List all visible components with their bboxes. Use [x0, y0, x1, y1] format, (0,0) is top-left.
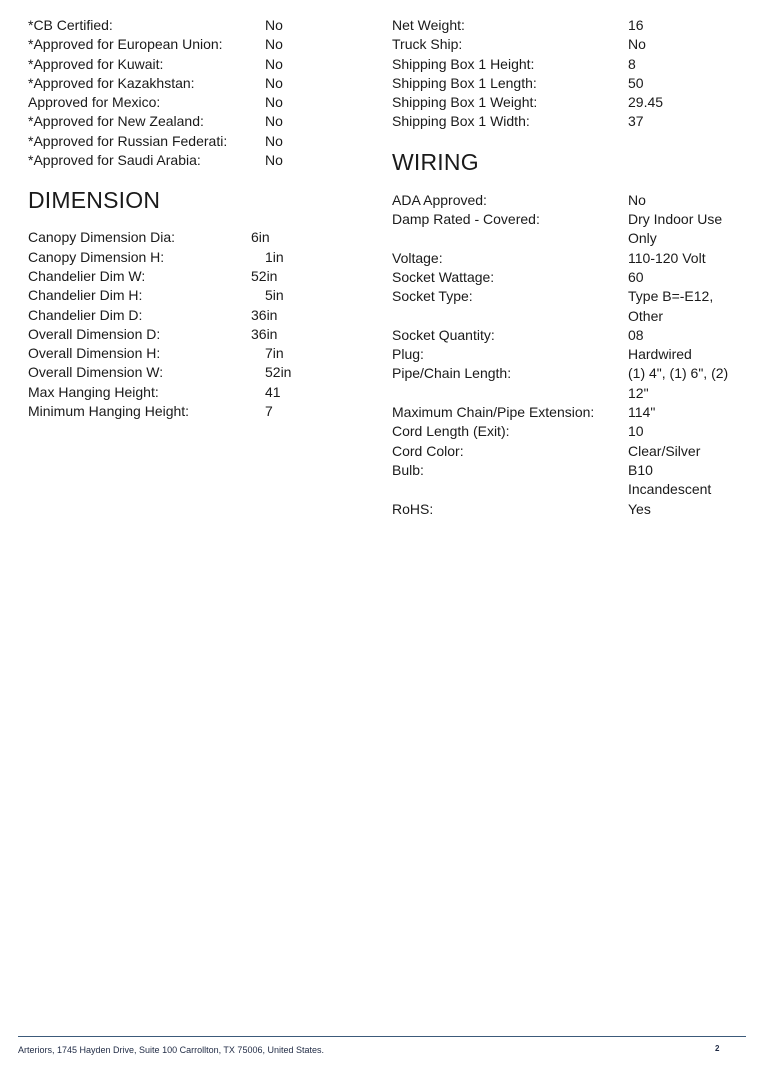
spec-label: Shipping Box 1 Weight: — [392, 94, 538, 111]
spec-label: *Approved for Russian Federati: — [28, 132, 228, 149]
shipping-list — [392, 16, 752, 132]
spec-value: 36in — [251, 306, 278, 323]
spec-row — [28, 112, 358, 131]
spec-label: Socket Type: — [392, 288, 473, 305]
spec-label: Voltage: — [392, 249, 443, 266]
wiring-section-title: WIRING — [392, 148, 479, 175]
spec-label: Overall Dimension D: — [28, 325, 161, 342]
spec-value: 41 — [265, 383, 281, 400]
spec-value-line: Type B=-E12, — [628, 288, 714, 305]
dimensions-list — [28, 228, 358, 421]
spec-value-line: B10 — [628, 461, 653, 478]
spec-row — [392, 461, 752, 500]
spec-value — [628, 364, 752, 403]
spec-row — [392, 500, 752, 519]
spec-label: Chandelier Dim D: — [28, 306, 143, 323]
spec-row — [28, 16, 358, 35]
spec-row — [28, 363, 358, 382]
spec-value-line: No — [628, 191, 646, 208]
spec-value-line: Hardwired — [628, 346, 692, 363]
spec-value — [628, 191, 752, 210]
spec-label: Truck Ship: — [392, 36, 463, 53]
spec-row — [392, 364, 752, 403]
spec-value-line: 60 — [628, 268, 644, 285]
spec-label: Maximum Chain/Pipe Extension: — [392, 404, 595, 421]
spec-label: Chandelier Dim W: — [28, 267, 146, 284]
spec-row — [392, 74, 752, 93]
spec-label: Canopy Dimension Dia: — [28, 229, 176, 246]
spec-row — [392, 35, 752, 54]
spec-row — [392, 55, 752, 74]
spec-row — [28, 286, 358, 305]
spec-value — [628, 422, 752, 441]
spec-label: Bulb: — [392, 461, 424, 478]
spec-value: No — [265, 55, 283, 72]
spec-row — [28, 132, 358, 151]
spec-row — [392, 191, 752, 210]
spec-row — [28, 402, 358, 421]
footer-divider — [18, 1036, 746, 1037]
spec-label: Cord Color: — [392, 442, 464, 459]
spec-value: No — [265, 74, 283, 91]
spec-row — [392, 16, 752, 35]
spec-label: *Approved for European Union: — [28, 36, 223, 53]
spec-row — [28, 93, 358, 112]
spec-value-line: 12" — [628, 384, 649, 401]
spec-value-line: 08 — [628, 326, 644, 343]
spec-row — [28, 325, 358, 344]
spec-value: 7in — [265, 345, 284, 362]
spec-row — [392, 93, 752, 112]
spec-row — [28, 151, 358, 170]
spec-label: *CB Certified: — [28, 17, 113, 33]
spec-value-line: Only — [628, 230, 657, 247]
spec-label: *Approved for New Zealand: — [28, 113, 204, 130]
spec-label: Cord Length (Exit): — [392, 423, 510, 440]
spec-row — [28, 344, 358, 363]
spec-value: No — [628, 36, 646, 53]
spec-value: 8 — [628, 55, 636, 72]
spec-label: Max Hanging Height: — [28, 383, 159, 400]
spec-label: *Approved for Saudi Arabia: — [28, 152, 201, 169]
spec-value — [628, 345, 752, 364]
spec-row — [28, 248, 358, 267]
spec-label: Shipping Box 1 Height: — [392, 55, 535, 72]
spec-label: Overall Dimension W: — [28, 364, 164, 381]
spec-value: 7 — [265, 403, 273, 420]
spec-value — [628, 500, 752, 519]
spec-value: No — [265, 152, 283, 169]
spec-value: 1in — [265, 248, 284, 265]
spec-value — [628, 442, 752, 461]
spec-value — [628, 268, 752, 287]
spec-value: 6in — [251, 229, 270, 246]
spec-row — [28, 74, 358, 93]
dimension-section-title: DIMENSION — [28, 187, 161, 214]
spec-label: Overall Dimension H: — [28, 345, 161, 362]
spec-label: Shipping Box 1 Width: — [392, 113, 530, 130]
spec-value: No — [265, 94, 283, 111]
spec-row — [392, 287, 752, 326]
page-number: 2 — [715, 1044, 720, 1053]
spec-row — [392, 403, 752, 422]
spec-value: 52in — [265, 364, 292, 381]
spec-value-line: Incandescent — [628, 481, 712, 498]
spec-value-line: Clear/Silver — [628, 442, 701, 459]
spec-label: Chandelier Dim H: — [28, 287, 143, 304]
certifications-list — [28, 16, 358, 170]
spec-row — [392, 422, 752, 441]
spec-row — [28, 55, 358, 74]
spec-label: Pipe/Chain Length: — [392, 365, 512, 382]
spec-label: Approved for Mexico: — [28, 94, 161, 111]
spec-row — [28, 383, 358, 402]
spec-value — [628, 287, 752, 326]
left-column — [28, 16, 358, 421]
spec-label: RoHS: — [392, 500, 434, 517]
spec-label: Canopy Dimension H: — [28, 248, 165, 265]
spec-label: *Approved for Kazakhstan: — [28, 74, 195, 91]
spec-value: 5in — [265, 287, 284, 304]
spec-label: Damp Rated - Covered: — [392, 211, 540, 228]
spec-label: Socket Wattage: — [392, 268, 495, 285]
spec-row — [28, 306, 358, 325]
spec-label: *Approved for Kuwait: — [28, 55, 164, 72]
spec-value — [628, 326, 752, 345]
spec-label: Shipping Box 1 Length: — [392, 74, 537, 91]
spec-value-line: 110-120 Volt — [628, 249, 706, 266]
spec-value: No — [265, 17, 283, 33]
spec-value — [628, 249, 752, 268]
spec-row — [392, 112, 752, 131]
spec-label: Plug: — [392, 346, 424, 363]
spec-label: Net Weight: — [392, 17, 465, 33]
spec-label: Socket Quantity: — [392, 326, 495, 343]
spec-row — [392, 326, 752, 345]
spec-value: No — [265, 132, 283, 149]
spec-value: 36in — [251, 325, 278, 342]
spec-value: 29.45 — [628, 94, 664, 111]
spec-value: No — [265, 36, 283, 53]
spec-value-line: Dry Indoor Use — [628, 211, 723, 228]
spec-value-line: Yes — [628, 500, 651, 517]
spec-value-line: (1) 4", (1) 6", (2) — [628, 365, 729, 382]
spec-row — [392, 442, 752, 461]
spec-value: 50 — [628, 74, 644, 91]
spec-row — [28, 228, 358, 247]
footer-address: Arteriors, 1745 Hayden Drive, Suite 100 Carrollton, TX 75006, United States. — [18, 1045, 324, 1055]
spec-value: 37 — [628, 113, 644, 130]
spec-row — [392, 210, 752, 249]
spec-row — [28, 267, 358, 286]
wiring-list — [392, 191, 752, 519]
spec-value: 16 — [628, 17, 644, 33]
spec-label: Minimum Hanging Height: — [28, 403, 190, 420]
spec-value — [628, 461, 752, 500]
spec-row — [392, 249, 752, 268]
spec-value — [628, 403, 752, 422]
spec-label: ADA Approved: — [392, 191, 487, 208]
right-column — [392, 16, 752, 519]
spec-value: 52in — [251, 267, 278, 284]
spec-value-line: 10 — [628, 423, 644, 440]
spec-row — [392, 345, 752, 364]
spec-value-line: Other — [628, 307, 664, 324]
spec-value — [628, 210, 752, 249]
spec-row — [392, 268, 752, 287]
spec-value-line: 114" — [628, 404, 656, 421]
spec-row — [28, 35, 358, 54]
spec-value: No — [265, 113, 283, 130]
